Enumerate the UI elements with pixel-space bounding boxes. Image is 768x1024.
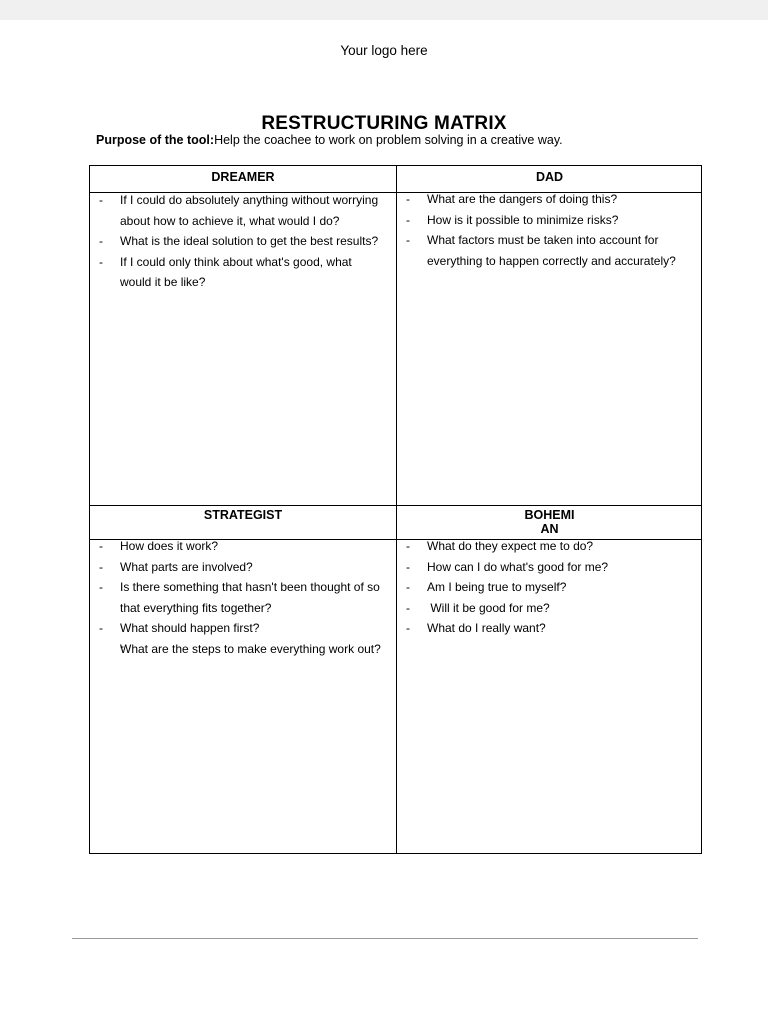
dad-question-list — [406, 189, 696, 271]
purpose-label: Purpose of the tool: — [96, 133, 215, 147]
bohemian-question: - What do I really want? — [406, 618, 696, 639]
bohemian-question-list — [406, 536, 696, 639]
strategist-question: - How does it work? — [99, 536, 386, 557]
purpose-line — [96, 133, 563, 147]
dreamer-question: - If I could do absolutely anything without worrying about how to achieve it, what would I do? — [99, 190, 384, 231]
dad-cell — [406, 189, 696, 271]
bohemian-question: - What do they expect me to do? — [406, 536, 696, 557]
logo-placeholder: Your logo here — [340, 43, 428, 58]
dad-question: - What factors must be taken into account for everything to happen correctly and accurately? — [406, 230, 696, 271]
bohemian-heading-line1: BOHEMI — [524, 508, 575, 522]
dad-question: - What are the dangers of doing this? — [406, 189, 696, 210]
bohemian-cell — [406, 536, 696, 639]
bohemian-question: - How can I do what's good for me? — [406, 557, 696, 578]
restructuring-matrix-table — [89, 165, 702, 854]
matrix-row-divider — [90, 505, 701, 506]
bohemian-question: - Am I being true to myself? — [406, 577, 696, 598]
purpose-text: Help the coachee to work on problem solving in a creative way. — [214, 133, 563, 147]
bohemian-question: - Will it be good for me? — [406, 598, 696, 619]
dreamer-question-list — [99, 190, 384, 293]
page-title: RESTRUCTURING MATRIX — [261, 113, 507, 134]
dad-heading: DAD — [535, 170, 564, 184]
strategist-question: - What parts are involved? — [99, 557, 386, 578]
strategist-question: - Is there something that hasn't been thought of so that everything fits together? — [99, 577, 386, 618]
strategist-question: - What are the steps to make everything work out? — [99, 639, 386, 656]
strategist-question: - What should happen first? — [99, 618, 386, 639]
dreamer-question: - What is the ideal solution to get the best results? — [99, 231, 384, 252]
dreamer-heading: DREAMER — [211, 170, 275, 184]
strategist-heading: STRATEGIST — [203, 508, 283, 522]
bohemian-heading-line2: AN — [540, 522, 559, 536]
bohemian-heading — [397, 508, 702, 536]
dad-question: - How is it possible to minimize risks? — [406, 210, 696, 231]
footer-divider — [72, 938, 698, 939]
viewer-top-strip — [0, 0, 768, 20]
dreamer-cell — [99, 190, 384, 293]
strategist-cell — [99, 536, 386, 656]
dreamer-question: - If I could only think about what's good, what would it be like? — [99, 252, 384, 293]
strategist-question-list — [99, 536, 386, 656]
